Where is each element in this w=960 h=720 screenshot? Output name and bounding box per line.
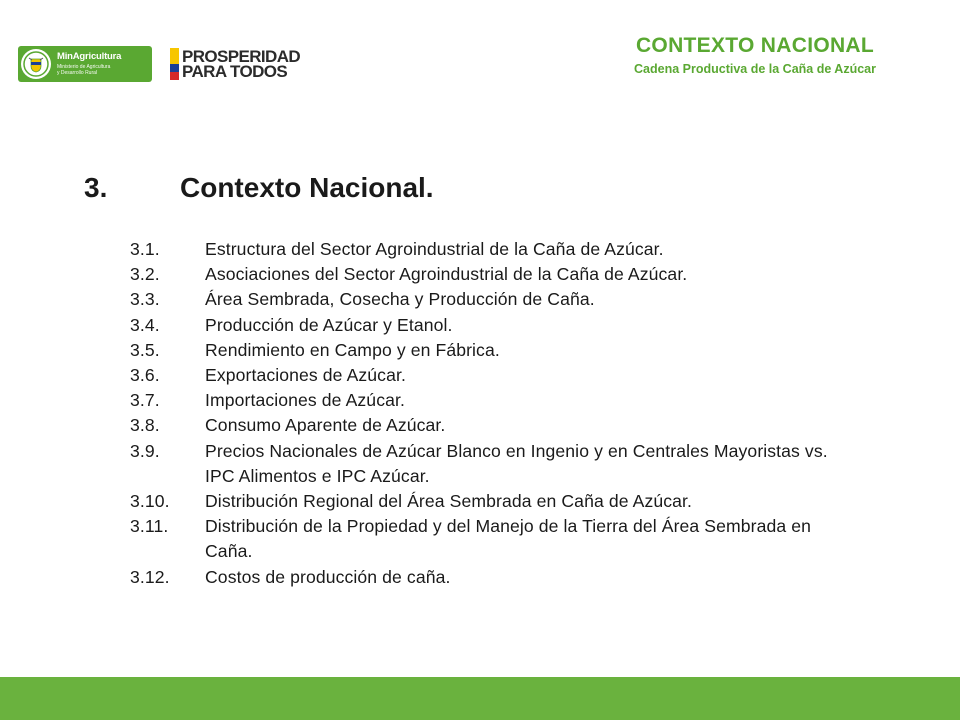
item-text: Costos de producción de caña. [205, 566, 451, 587]
list-item [130, 287, 830, 312]
section-title: Contexto Nacional. [180, 172, 434, 203]
list-item [130, 262, 830, 287]
table-of-contents [130, 237, 830, 590]
item-text: Área Sembrada, Cosecha y Producción de Caña. [205, 289, 595, 310]
item-text: Consumo Aparente de Azúcar. [205, 415, 446, 436]
item-number: 3.11. [130, 516, 169, 537]
item-number: 3.7. [130, 390, 160, 411]
list-item [130, 338, 830, 363]
list-item [130, 313, 830, 338]
section-heading [84, 172, 434, 204]
item-number: 3.10. [130, 491, 170, 512]
prosperidad-logo [170, 46, 300, 82]
item-number: 3.6. [130, 365, 160, 386]
list-item [130, 413, 830, 438]
header-title-block [634, 34, 876, 76]
item-text: Rendimiento en Campo y en Fábrica. [205, 339, 500, 360]
item-number: 3.3. [130, 289, 160, 310]
header-subtitle: Cadena Productiva de la Caña de Azúcar [634, 62, 876, 76]
list-item [130, 388, 830, 413]
item-number: 3.8. [130, 415, 160, 436]
item-number: 3.12. [130, 566, 170, 587]
item-text: Exportaciones de Azúcar. [205, 365, 406, 386]
minagricultura-logo [18, 46, 152, 82]
logo-line-2: Ministerio de Agricultura [57, 63, 111, 70]
item-number: 3.5. [130, 339, 160, 360]
list-item [130, 237, 830, 262]
logo-name: MinAgricultura [57, 51, 122, 63]
item-number: 3.1. [130, 239, 160, 259]
list-item [130, 514, 830, 564]
colombia-flag-icon [170, 48, 179, 80]
list-item [130, 439, 830, 489]
list-item [130, 363, 830, 388]
logo-prosperidad-line-2: PARA TODOS [182, 62, 288, 81]
item-text: Distribución de la Propiedad y del Manejo de la Tierra del Área Sembrada en Caña. [205, 516, 812, 562]
coat-of-arms-icon [21, 49, 51, 79]
item-text: Importaciones de Azúcar. [205, 390, 405, 411]
list-item [130, 565, 830, 590]
list-item [130, 489, 830, 514]
item-text: Distribución Regional del Área Sembrada en Caña de Azúcar. [205, 491, 692, 512]
footer-bar [0, 677, 960, 720]
item-number: 3.9. [130, 440, 160, 461]
item-text: Estructura del Sector Agroindustrial de la Caña de Azúcar. [205, 239, 664, 259]
logo-prosperidad-line-1: PROSPERIDAD [182, 47, 301, 66]
header-title: CONTEXTO NACIONAL [635, 34, 875, 57]
item-text: Asociaciones del Sector Agroindustrial de la Caña de Azúcar. [205, 264, 688, 285]
section-number: 3. [84, 172, 108, 203]
logo-line-3: y Desarrollo Rural [57, 69, 98, 76]
item-text: Producción de Azúcar y Etanol. [205, 314, 453, 335]
item-number: 3.4. [130, 314, 160, 335]
item-number: 3.2. [130, 264, 160, 285]
item-text: Precios Nacionales de Azúcar Blanco en Ingenio y en Centrales Mayoristas vs. IPC Alimentos e IPC Azúcar. [205, 440, 828, 486]
